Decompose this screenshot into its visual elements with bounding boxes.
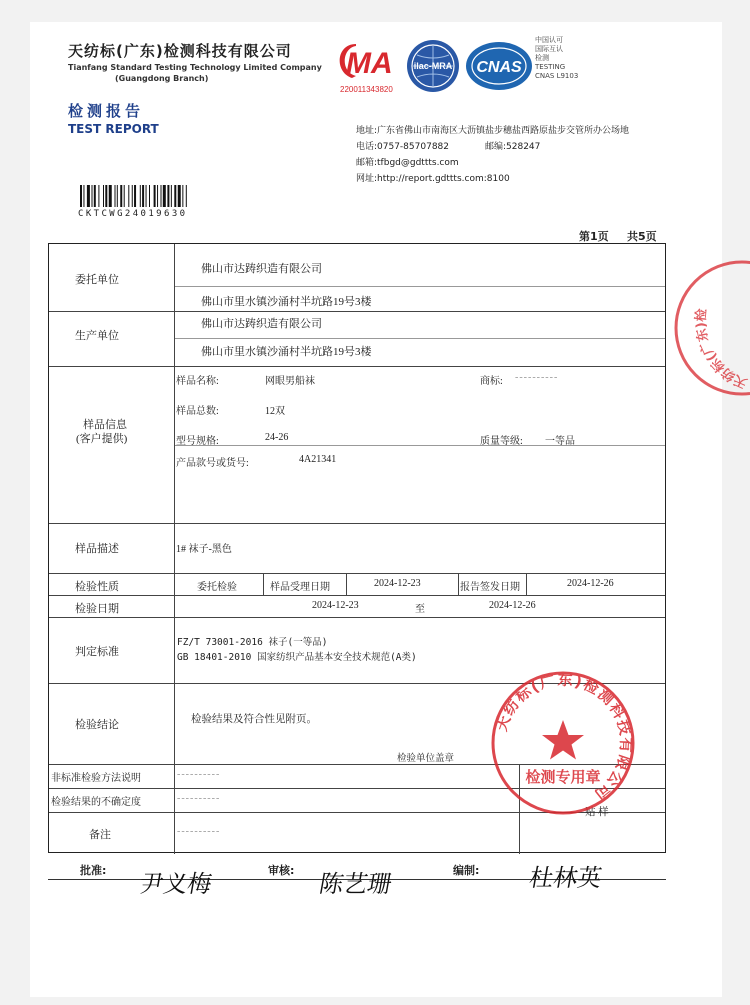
- sample-qty-label: 样品总数:: [176, 406, 219, 417]
- column-divider: [263, 573, 264, 595]
- cnas-info-line: TESTING: [535, 63, 566, 71]
- sample-qty-value: 12双: [265, 406, 285, 417]
- row-divider: [49, 617, 665, 618]
- brand-label: 商标:: [480, 376, 503, 387]
- sample-info-label: 样品信息: [83, 419, 127, 431]
- nature-label: 检验性质: [75, 581, 119, 593]
- cnas-info: [535, 36, 578, 81]
- svg-text:天纺标(广东)检: [693, 307, 750, 390]
- remark-label: 备注: [89, 829, 111, 841]
- postcode: 邮编:528247: [485, 142, 541, 152]
- column-divider: [346, 573, 347, 595]
- cnas-info-line: CNAS L9103: [535, 72, 579, 80]
- row-divider: [49, 573, 665, 574]
- sample-name-label: 样品名称:: [176, 376, 219, 387]
- cnas-info-line: 检测: [535, 54, 549, 62]
- barcode-bar: [124, 185, 125, 207]
- test-date-from: 2024-12-23: [312, 600, 359, 611]
- model-label: 型号规格:: [176, 436, 219, 447]
- column-divider: [458, 573, 459, 595]
- ilac-mra-logo: [405, 38, 461, 94]
- company-branch: (Guangdong Branch): [115, 74, 209, 83]
- barcode-bar: [182, 185, 183, 207]
- cnas-info-line: 中国认可: [535, 36, 563, 44]
- producer-label: 生产单位: [75, 330, 119, 342]
- side-seal: [672, 258, 750, 398]
- cma-number: 220011343820: [340, 85, 393, 94]
- approve-label: 批准:: [80, 864, 107, 877]
- barcode-bar: [115, 185, 116, 207]
- issue-date-label: 报告签发日期: [460, 582, 520, 593]
- sample-name-value: 网眼男船袜: [265, 376, 315, 387]
- barcode-bar: [178, 185, 181, 207]
- row-divider: [49, 311, 665, 312]
- barcode-bar: [83, 185, 84, 207]
- cma-logo: [338, 38, 400, 96]
- conclusion-value: 检验结果及符合性见附页。: [191, 714, 317, 725]
- phone: 电话:0757-85707882: [356, 142, 449, 152]
- report-title-cn: 检测报告: [68, 102, 145, 120]
- test-date-to-word: 至: [415, 604, 425, 615]
- barcode-bar: [92, 185, 93, 207]
- page-total: 共5页: [627, 230, 657, 243]
- reviewer-signature: 陈艺珊: [317, 870, 395, 898]
- barcode-bar: [132, 185, 133, 207]
- client-address: 佛山市里水镇沙涌村半坑路19号3楼: [201, 296, 372, 308]
- issue-date-value: 2024-12-26: [567, 578, 614, 589]
- barcode-bar: [98, 185, 99, 207]
- barcode-bar: [134, 185, 136, 207]
- barcode: [80, 185, 223, 211]
- barcode-bar: [120, 185, 122, 207]
- barcode-bar: [154, 185, 156, 207]
- cnas-logo: [465, 40, 533, 92]
- cnas-info-line: 国际互认: [535, 45, 563, 53]
- seal-star-icon: [542, 720, 584, 760]
- received-date-label: 样品受理日期: [270, 582, 330, 593]
- grade-value: 一等品: [545, 436, 575, 447]
- uncertainty-value: ----------: [177, 793, 221, 804]
- barcode-bar: [142, 185, 144, 207]
- uncertainty-label: 检验结果的不确定度: [51, 797, 141, 808]
- standard-1: FZ/T 73001-2016 袜子(一等品): [177, 637, 328, 648]
- barcode-bar: [174, 185, 176, 207]
- website: 网址:http://report.gdttts.com:8100: [356, 174, 510, 184]
- barcode-bar: [105, 185, 107, 207]
- barcode-bar: [94, 185, 96, 207]
- barcode-bar: [167, 185, 169, 207]
- seal-center-text: 检测专用章: [525, 768, 601, 786]
- email: 邮箱:tfbgd@gdttts.com: [356, 158, 459, 168]
- review-label: 审核:: [268, 864, 295, 877]
- ilac-text: ilac-MRA: [413, 61, 453, 71]
- remark-value: ----------: [177, 826, 221, 837]
- row-divider: [49, 595, 665, 596]
- barcode-bar: [140, 185, 141, 207]
- nature-value: 委托检验: [197, 582, 237, 593]
- cell-divider: [174, 286, 665, 287]
- producer-name: 佛山市达踌织造有限公司: [201, 318, 322, 330]
- barcode-bar: [128, 185, 129, 207]
- barcode-bar: [157, 185, 158, 207]
- style-no-value: 4A21341: [299, 454, 337, 465]
- company-name-en: Tianfang Standard Testing Technology Limited Company: [68, 63, 322, 72]
- barcode-bar: [146, 185, 147, 207]
- sample-info-sublabel: (客户提供): [76, 433, 128, 445]
- barcode-bar: [163, 185, 166, 207]
- cnas-text: CNAS: [476, 59, 522, 76]
- received-date-value: 2024-12-23: [374, 578, 421, 589]
- conclusion-label: 检验结论: [75, 719, 119, 731]
- company-name-cn: 天纺标(广东)检测科技有限公司: [68, 42, 292, 60]
- editor-signature: 杜林英: [527, 864, 605, 892]
- description-value: 1# 袜子-黑色: [176, 544, 232, 555]
- report-title-en: TEST REPORT: [68, 122, 159, 136]
- producer-address: 佛山市里水镇沙涌村半坑路19号3楼: [201, 346, 372, 358]
- barcode-bar: [117, 185, 118, 207]
- barcode-bar: [161, 185, 162, 207]
- row-divider: [49, 366, 665, 367]
- description-label: 样品描述: [75, 543, 119, 555]
- standard-label: 判定标准: [75, 646, 119, 658]
- column-divider: [174, 244, 175, 854]
- grade-label: 质量等级:: [480, 436, 523, 447]
- seal-ring-text: 天纺标(广东)检测科技有限公司: [492, 670, 636, 805]
- barcode-bar: [171, 185, 172, 207]
- column-divider: [526, 573, 527, 595]
- standard-2: GB 18401-2010 国家纺织产品基本安全技术规范(A类): [177, 652, 417, 663]
- cell-divider: [174, 338, 665, 339]
- page-current: 第1页: [579, 230, 609, 243]
- nonstandard-method-label: 非标准检验方法说明: [51, 773, 141, 784]
- inspection-seal: [488, 668, 638, 818]
- address: 地址:广东省佛山市南海区大沥镇盐步穗盐西路原盐步交管所办公场地: [356, 126, 630, 136]
- approver-signature: 尹义梅: [137, 870, 215, 898]
- barcode-bar: [149, 185, 150, 207]
- barcode-bar: [186, 185, 187, 207]
- test-date-to: 2024-12-26: [489, 600, 536, 611]
- barcode-bar: [87, 185, 90, 207]
- test-date-label: 检验日期: [75, 603, 119, 615]
- barcode-bar: [109, 185, 112, 207]
- cma-text: MA: [346, 47, 393, 80]
- brand-value: ----------: [515, 372, 559, 383]
- model-value: 24-26: [265, 432, 289, 443]
- barcode-bar: [103, 185, 104, 207]
- client-name: 佛山市达踌织造有限公司: [201, 263, 322, 275]
- side-seal-text: 天纺标(广东)检: [693, 308, 750, 391]
- nonstandard-method-value: ----------: [177, 769, 221, 780]
- paste-sample-label: 贴 样: [585, 807, 609, 818]
- style-no-label: 产品款号或货号:: [176, 458, 249, 469]
- edit-label: 编制:: [453, 864, 480, 877]
- client-label: 委托单位: [75, 274, 119, 286]
- barcode-number: CKTCWG24019630: [78, 209, 188, 219]
- row-divider: [49, 523, 665, 524]
- barcode-bar: [80, 185, 82, 207]
- cell-divider: [174, 445, 665, 446]
- seal-caption: 检验单位盖章: [397, 754, 455, 764]
